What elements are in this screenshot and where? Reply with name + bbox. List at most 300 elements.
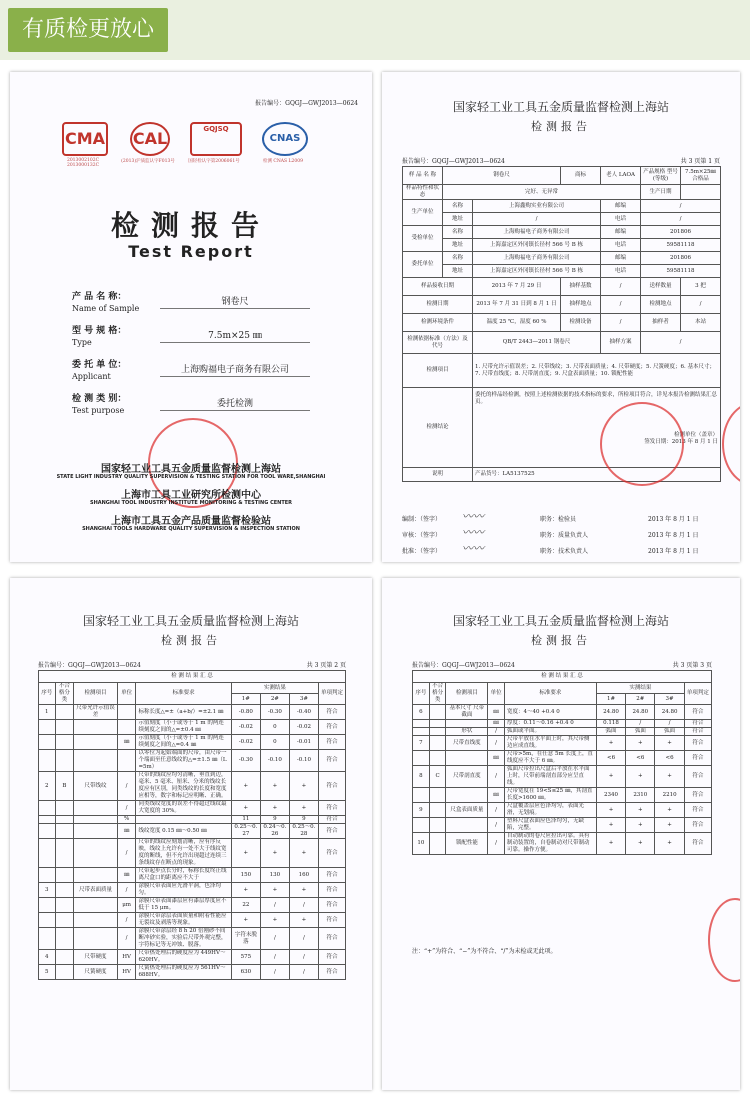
cell: +: [289, 913, 318, 928]
cell: -0.30: [260, 705, 289, 720]
cell: ㎜: [488, 720, 505, 728]
cell: [413, 788, 430, 803]
cell: +: [596, 818, 625, 833]
cell: /: [488, 818, 505, 833]
gqjsq-logo-icon: [190, 122, 242, 156]
cell: +: [596, 833, 625, 855]
cell: /: [289, 950, 318, 965]
cell: 2340: [596, 788, 625, 803]
cell: 1. 尺带允许示值误差；2. 尺带线纹；3. 尺带表面质量；4. 尺带硬度；5. 尺簧硬度；6. 基本尺寸；7. 尺带直线度；8. 尺带剖直度；9. 尺盒表面质量；10. 锁配性能: [473, 354, 721, 388]
cell: /: [601, 296, 641, 314]
header-cell: 不合格分类: [55, 683, 74, 705]
cover-report-no: 报告编号：GQGJ—GWJ2013—0624: [255, 100, 358, 107]
table-row: [413, 751, 712, 766]
cell: 检测设备: [561, 314, 601, 332]
cell: 11: [231, 816, 260, 824]
table-row: [39, 824, 346, 839]
sign-unit: 检测单位（盖章）: [674, 432, 719, 438]
cell: [136, 816, 231, 824]
cell: [39, 898, 56, 913]
cell: [446, 720, 488, 728]
cell: 7: [413, 736, 430, 751]
cell: 0.25～0.28: [289, 824, 318, 839]
cell: [446, 751, 488, 766]
cell: /: [117, 839, 136, 868]
header-cell: 2#: [626, 694, 655, 705]
table-row: [39, 801, 346, 816]
cell: +: [626, 833, 655, 855]
cell: -0.02: [289, 720, 318, 735]
cell: [74, 750, 118, 772]
cell: [55, 839, 74, 868]
cell: [55, 883, 74, 898]
cell: +: [626, 818, 655, 833]
cell: [74, 839, 118, 868]
cell: 10: [413, 833, 430, 855]
table-row: [39, 705, 346, 720]
cell: ㎜: [488, 751, 505, 766]
cell: /: [641, 200, 721, 213]
cell: -0.80: [231, 705, 260, 720]
signer-3-post: 职务：技术负责人: [540, 548, 589, 555]
table-row: [39, 965, 346, 980]
cell: 尺带热处理后的硬度应为 449HV～620HV。: [136, 950, 231, 965]
cell: 1: [39, 705, 56, 720]
cell: [39, 928, 56, 950]
cell: QB/T 2443—2011 钢卷尺: [473, 332, 601, 354]
field-label-purpose: 检 测 类 别： Test purpose: [72, 394, 127, 415]
cell: 钢卷尺: [443, 167, 561, 185]
cell: 邮编: [601, 200, 641, 213]
p3-page-of: 共 3 页第 3 页: [672, 662, 712, 669]
cell: +: [596, 803, 625, 818]
cell: 符合: [684, 766, 711, 788]
cell: 符合: [318, 772, 345, 801]
cell: 地址: [443, 265, 473, 278]
cell: [446, 788, 488, 803]
cell: -0.40: [289, 705, 318, 720]
cell: 0: [260, 720, 289, 735]
cell: 5: [39, 965, 56, 980]
cell: 抽样基数: [561, 278, 601, 296]
cell: [681, 185, 721, 200]
cnas-caption: 检测 CNAS L2009: [262, 159, 303, 164]
cell: [446, 818, 488, 833]
org-1-zh: 国家轻工业工具五金质量监督检测上海站: [101, 464, 281, 475]
cell: [74, 913, 118, 928]
cell: +: [655, 833, 684, 855]
report-page-3: [382, 578, 740, 1090]
cover-title-en: Test Report: [128, 242, 254, 261]
cell: 尺盒表面质量: [446, 803, 488, 818]
field-value-name: 钢卷尺: [160, 294, 310, 309]
cell: 涂膜尺带涂层经 8 h 20 倍刚砂不间断冲砂实验，实验后尺带外观完整，字符标记等无冲蚀、脱落。: [136, 928, 231, 950]
cell: 尺簧硬度: [74, 965, 118, 980]
cell: 样品接收日期: [403, 278, 473, 296]
signer-1-post: 职务：检验员: [540, 516, 577, 523]
cell: [55, 801, 74, 816]
cell: /: [260, 928, 289, 950]
cell: 样品特性和状态: [403, 185, 443, 200]
cell: +: [231, 772, 260, 801]
org-2-zh: 上海市工具工业研究所检测中心: [121, 490, 261, 501]
cell: 抽样者: [641, 314, 681, 332]
header-cell: 3#: [289, 694, 318, 705]
p3-legend: 注：“+”为符合、“−”为不符合、“/”为未检或无此项。: [412, 948, 557, 955]
cell: +: [260, 913, 289, 928]
cell: 尺盒覆盖层应色泽均匀，表面光滑，无划痕。: [504, 803, 596, 818]
cell: 尺带剖直度: [446, 766, 488, 788]
cell: 完好、无异常: [443, 185, 641, 200]
cell: 符合: [318, 801, 345, 816]
cell: /: [117, 772, 136, 801]
cell: 9: [413, 803, 430, 818]
cell: 地址: [443, 239, 473, 252]
top-banner: [0, 0, 750, 60]
cell: [429, 736, 446, 751]
cell: 符合: [684, 751, 711, 766]
gqjsq-mark: GQJSQ: [203, 125, 229, 133]
cell: 受检单位: [403, 226, 443, 252]
cell: 符合: [684, 736, 711, 751]
cell: +: [260, 772, 289, 801]
cal-caption: (2013)沪质监认字F013号: [121, 159, 175, 164]
cell: 弧面: [626, 728, 655, 736]
cell: 符合: [684, 728, 711, 736]
cell: [55, 913, 74, 928]
cell: 线纹宽度 0.15 ㎜～0.50 ㎜: [136, 824, 231, 839]
cell: 厚度：0.11～0.16 +0.4 0: [504, 720, 596, 728]
cell: 符合: [318, 913, 345, 928]
cell: 尺带的线纹应均匀清晰，垂直到边，毫米、5 毫米、厘米、分米的线纹长度应有区别，同类线纹的长度和宽度应相等，数字和标记应明晰、正确。: [136, 772, 231, 801]
cell: +: [289, 883, 318, 898]
cell: 9: [289, 816, 318, 824]
cell: [55, 720, 74, 735]
cell: 样 品 名 称: [403, 167, 443, 185]
p1-subheading: 检测报告: [531, 120, 591, 133]
cell: 符合: [684, 720, 711, 728]
cell: 7.5m×25㎜ 合格品: [681, 167, 721, 185]
cell: 0.25～0.27: [231, 824, 260, 839]
org-1-en: STATE LIGHT INDUSTRY QUALITY SUPERVISION & TESTING STATION FOR TOOL WARE,SHANGHAI: [56, 474, 326, 480]
header-cell: 3#: [655, 694, 684, 705]
header-cell: 1#: [596, 694, 625, 705]
cell: 符合: [684, 788, 711, 803]
cell: [413, 720, 430, 728]
cell: HV: [117, 950, 136, 965]
cell: /: [260, 898, 289, 913]
cell: 尺带起步点长分时，标称长度终止线离尺盒口的距离应不大于: [136, 868, 231, 883]
cell: C: [429, 766, 446, 788]
cell: 符合: [318, 750, 345, 772]
cell: 送样数量: [641, 278, 681, 296]
p2-heading: 国家轻工业工具五金质量监督检测上海站: [82, 614, 299, 628]
cell: 24.80: [655, 705, 684, 720]
cell: 本站: [681, 314, 721, 332]
cell: -0.30: [231, 750, 260, 772]
p3-report-no: 报告编号：GQGJ—GWJ2013—0624: [412, 662, 515, 669]
cell: 产品货号：LA5137525: [473, 468, 721, 482]
cell: /: [289, 965, 318, 980]
cell: <6: [655, 751, 684, 766]
cell: 名称: [443, 226, 473, 239]
cell: B: [55, 772, 74, 801]
cell: 温度 25 ℃，湿度 60 %: [473, 314, 561, 332]
cell: 检测项目: [403, 354, 473, 388]
cell: 201806: [641, 226, 721, 239]
cell: -0.02: [231, 720, 260, 735]
cell: /: [289, 928, 318, 950]
cell: -0.10: [289, 750, 318, 772]
cell: +: [231, 839, 260, 868]
signature-3-icon: 〰〰: [462, 542, 484, 555]
cell: [55, 735, 74, 750]
cell: 示值刻度（小于或等于 1 m 的两连续刻度之间的△=0.4 ㎜: [136, 735, 231, 750]
cover-title-zh: 检测报告: [110, 209, 271, 242]
cell: 尺带的线纹应刻划清晰，应有序反映，线纹上允许有一处不大于线纹宽度的断线，但不允许出现超过连续三条线纹存在断点的现象。: [136, 839, 231, 868]
cell: 符合: [318, 824, 345, 839]
cell: 邮编: [601, 252, 641, 265]
cell: +: [231, 801, 260, 816]
cell: 说明: [403, 468, 473, 482]
cell: [39, 816, 56, 824]
field-label-name: 产 品 名 称： Name of Sample: [72, 292, 140, 313]
table-title: 检 测 结 果 汇 总: [39, 671, 346, 683]
cell: +: [655, 818, 684, 833]
table-row: [39, 868, 346, 883]
cell: /: [681, 296, 721, 314]
cell: %: [117, 816, 136, 824]
field-label-applicant: 委 托 单 位： Applicant: [72, 360, 127, 381]
test-seal-icon: [600, 402, 684, 486]
table-row: [413, 736, 712, 751]
org-2-en: SHANGHAI TOOL INDUSTRY INSTITUTE MONITORING & TESTING CENTER: [89, 500, 293, 506]
cell: /: [488, 728, 505, 736]
cell: /: [488, 766, 505, 788]
cell: /: [641, 213, 721, 226]
cell: 0: [260, 735, 289, 750]
cell: [39, 801, 56, 816]
cell: 锁配性能: [446, 833, 488, 855]
cell: +: [596, 766, 625, 788]
cell: 涂膜尺带涂层表面质量和附着性能应无裂纹及剥落等现象。: [136, 913, 231, 928]
table-row: [413, 720, 712, 728]
cell: 电话: [601, 239, 641, 252]
cell: /: [473, 213, 601, 226]
header-cell: 检测项目: [74, 683, 118, 705]
p2-report-no: 报告编号：GQGJ—GWJ2013—0624: [38, 662, 141, 669]
cell: 宽度：4～40 +0.4 0: [504, 705, 596, 720]
cell: /: [260, 965, 289, 980]
cell: [55, 824, 74, 839]
cell: [39, 839, 56, 868]
cell: [74, 816, 118, 824]
signer-2-date: 2013 年 8 月 1 日: [648, 532, 699, 539]
cell: [413, 818, 430, 833]
table-row: [413, 728, 712, 736]
cell: [74, 928, 118, 950]
cell: <6: [596, 751, 625, 766]
cell: /: [117, 801, 136, 816]
cell: [39, 735, 56, 750]
field-value-applicant: 上海购福电子商务有限公司: [160, 362, 310, 377]
table-row: [413, 833, 712, 855]
cell: 24.80: [626, 705, 655, 720]
cell: 符合: [318, 705, 345, 720]
cell: 尺带硬度: [74, 950, 118, 965]
org-3-zh: 上海市工具五金产品质量监督检验站: [111, 516, 271, 527]
table-row: [39, 950, 346, 965]
signer-2-post: 职务：质量负责人: [540, 532, 589, 539]
cell: [429, 833, 446, 855]
table-row: [39, 898, 346, 913]
cell: 符合: [318, 950, 345, 965]
table-row: [39, 750, 346, 772]
cell: 检测结论: [403, 388, 473, 468]
cell: 名称: [443, 252, 473, 265]
cell: 8: [413, 766, 430, 788]
header-cell: 2#: [260, 694, 289, 705]
signer-1-role: 编制：（签字）: [402, 516, 442, 523]
cell: [74, 735, 118, 750]
cell: [39, 868, 56, 883]
header-cell: 不合格分类: [429, 683, 446, 705]
cell: 160: [289, 868, 318, 883]
table-row: [413, 818, 712, 833]
header-cell: 标准要求: [136, 683, 231, 705]
signature-1-icon: 〰〰: [462, 510, 484, 523]
table-row: [413, 766, 712, 788]
cell: 2: [39, 772, 56, 801]
cell: [117, 750, 136, 772]
cell: 委托单位: [403, 252, 443, 278]
cell: μm: [117, 898, 136, 913]
cell: [39, 824, 56, 839]
cell: 检测依据标准（方法）及代号: [403, 332, 473, 354]
cell: [413, 728, 430, 736]
cell: 塑料尺盒表面应色泽均匀，无缺陷，完整。: [504, 818, 596, 833]
cell: 基本尺寸 尺带截面: [446, 705, 488, 720]
cell: 同类线纹宽度的误差不得超过线纹最大宽度的 30%。: [136, 801, 231, 816]
cell: [55, 750, 74, 772]
table-row: [39, 883, 346, 898]
cell: +: [626, 766, 655, 788]
cell: ㎜: [117, 824, 136, 839]
cell: 检测环境条件: [403, 314, 473, 332]
cell: 生产日期: [641, 185, 681, 200]
table-row: [413, 705, 712, 720]
cell: 上海购福电子商务有限公司: [473, 226, 601, 239]
cell: +: [260, 839, 289, 868]
cell: <6: [626, 751, 655, 766]
cell: [39, 913, 56, 928]
gqjsq-caption: 国轻检认字第2006061号: [188, 159, 240, 164]
cell: [55, 950, 74, 965]
cell: 150: [231, 868, 260, 883]
cell: +: [655, 803, 684, 818]
cell: 59581118: [641, 265, 721, 278]
cell: HV: [117, 965, 136, 980]
cell: 尺簧热处理后的硬度应为 561HV～688HV。: [136, 965, 231, 980]
edge-seal-2-icon: [708, 898, 740, 982]
cell: 575: [231, 950, 260, 965]
cell: /: [641, 332, 721, 354]
header-cell: 检测项目: [446, 683, 488, 705]
p1-page-of: 共 3 页第 1 页: [680, 158, 720, 165]
cell: 59581118: [641, 239, 721, 252]
cell: 符合: [318, 898, 345, 913]
field-value-purpose: 委托检测: [160, 396, 310, 411]
cell: ㎜: [488, 705, 505, 720]
cell: [55, 705, 74, 720]
cell: [39, 750, 56, 772]
cell: 示值刻度（小于或等于 1 m 的两连续刻度之间的△=±0.4 ㎜: [136, 720, 231, 735]
cell: 2013 年 7 月 29 日: [473, 278, 561, 296]
cell: /: [626, 720, 655, 728]
p1-report-no: 报告编号：GQGJ—GWJ2013—0624: [402, 158, 505, 165]
report-page-1: [382, 72, 740, 562]
table-row: [39, 720, 346, 735]
cell: 630: [231, 965, 260, 980]
cell: 字符未脱落: [231, 928, 260, 950]
field-label-type: 型 号 规 格： Type: [72, 326, 127, 347]
cell: +: [260, 883, 289, 898]
cell: 符合: [318, 928, 345, 950]
cell: [39, 720, 56, 735]
cell: 符合: [684, 818, 711, 833]
cell: 尺带直线度: [446, 736, 488, 751]
cell: 电话: [601, 213, 641, 226]
cell: 2210: [655, 788, 684, 803]
cell: 尺带>5m，在任意 5m 长度上，直线度应不大于 6 ㎜。: [504, 751, 596, 766]
cell: /: [488, 803, 505, 818]
cell: ㎜: [488, 788, 505, 803]
cell: /: [260, 950, 289, 965]
header-cell: 序号: [413, 683, 430, 705]
header-cell: 单项判定: [318, 683, 345, 705]
cell: 3: [39, 883, 56, 898]
cell: +: [231, 883, 260, 898]
cell: [429, 728, 446, 736]
cell: 产品规格 型号 (等级): [641, 167, 681, 185]
cell: ㎜: [117, 735, 136, 750]
cell: 符合: [684, 833, 711, 855]
cell: /: [601, 314, 641, 332]
sign-date: 签发日期：2013 年 8 月 1 日: [644, 439, 719, 445]
cell: 弧面: [596, 728, 625, 736]
cell: 检测日期: [403, 296, 473, 314]
cell: [55, 868, 74, 883]
cell: +: [231, 913, 260, 928]
cell: [429, 751, 446, 766]
p2-results-table: [38, 670, 346, 980]
banner-title: 有质检更放心: [8, 8, 168, 52]
cell: 标称长度△=±（a+b/）=±2.1 ㎜: [136, 705, 231, 720]
p3-subheading: 检测报告: [531, 634, 591, 647]
cell: +: [289, 772, 318, 801]
table-row: [413, 803, 712, 818]
header-cell: 实测结果: [596, 683, 684, 694]
cell: 涂膜尺带表面应光滑平洞，色泽均匀。: [136, 883, 231, 898]
cell: /: [488, 736, 505, 751]
cell: [74, 868, 118, 883]
cell: 邮编: [601, 226, 641, 239]
cell: +: [289, 839, 318, 868]
cell: /: [117, 913, 136, 928]
header-cell: 单位: [117, 683, 136, 705]
cell: 抽样方案: [601, 332, 641, 354]
cell: [74, 898, 118, 913]
